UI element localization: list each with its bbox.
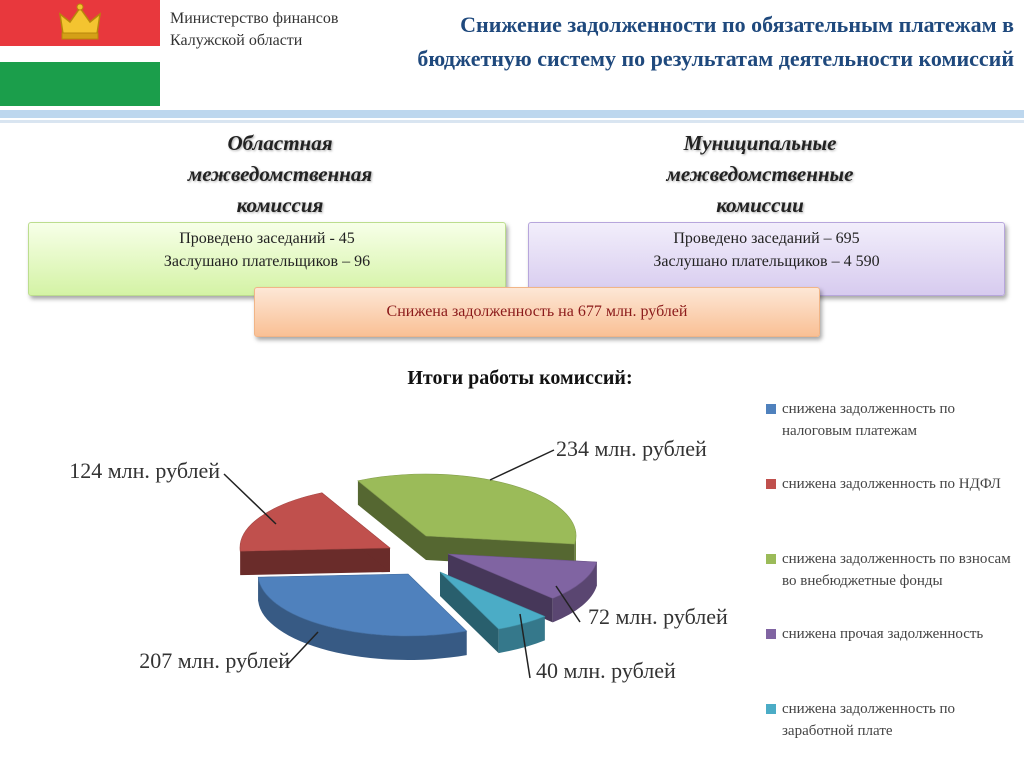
chart-legend <box>766 398 1016 748</box>
logo <box>0 0 160 106</box>
legend-item-salary <box>766 698 1016 748</box>
divider-thin <box>0 120 1024 123</box>
legend-swatch <box>766 404 776 414</box>
divider <box>0 110 1024 118</box>
legend-label: снижена задолженность по НДФЛ <box>782 476 1001 492</box>
pie-chart <box>0 400 766 768</box>
leader-line <box>224 474 276 524</box>
legend-swatch <box>766 479 776 489</box>
legend-swatch <box>766 629 776 639</box>
legend-item-tax <box>766 398 1016 473</box>
legend-label: снижена задолженность по заработной плате <box>782 701 956 739</box>
data-label: 40 млн. рублей <box>536 658 676 683</box>
legend-swatch <box>766 704 776 714</box>
total-debt-reduction-box <box>254 287 820 337</box>
legend-label: снижена задолженность по взносам во внебюджетные фонды <box>782 551 1011 589</box>
leader-line <box>490 450 554 480</box>
legend-label: снижена прочая задолженность <box>782 626 984 642</box>
data-label: 207 млн. рублей <box>139 648 290 673</box>
regional-commission-heading: Областная межведомственная комиссия <box>187 131 373 217</box>
municipal-payers: Заслушано плательщиков – 4 590 <box>653 253 880 270</box>
regional-payers: Заслушано плательщиков – 96 <box>163 253 371 270</box>
regional-stats-box <box>28 222 506 296</box>
data-label: 124 млн. рублей <box>69 458 220 483</box>
chart-title: Итоги работы комиссий: <box>407 367 633 389</box>
total-debt-reduction-text: Снижена задолженность на 677 млн. рублей <box>386 303 688 320</box>
legend-swatch <box>766 554 776 564</box>
municipal-meetings: Проведено заседаний – 695 <box>673 230 860 247</box>
municipal-stats-box <box>528 222 1005 296</box>
municipal-commission-heading: Муниципальные межведомственные комиссии <box>666 131 854 217</box>
legend-item-other <box>766 623 1016 698</box>
page-title: Снижение задолженности по обязательным платежам в бюджетную систему по результатам деятельности комиссий <box>417 12 1014 71</box>
legend-label: снижена задолженность по налоговым платежам <box>782 401 956 439</box>
pie-slice <box>358 474 576 568</box>
data-label: 234 млн. рублей <box>556 436 707 461</box>
regional-meetings: Проведено заседаний - 45 <box>179 230 355 247</box>
data-label: 72 млн. рублей <box>588 604 728 629</box>
legend-item-funds <box>766 548 1016 623</box>
ministry-name: Министерство финансов Калужской области <box>170 10 339 49</box>
legend-item-ndfl <box>766 473 1016 548</box>
